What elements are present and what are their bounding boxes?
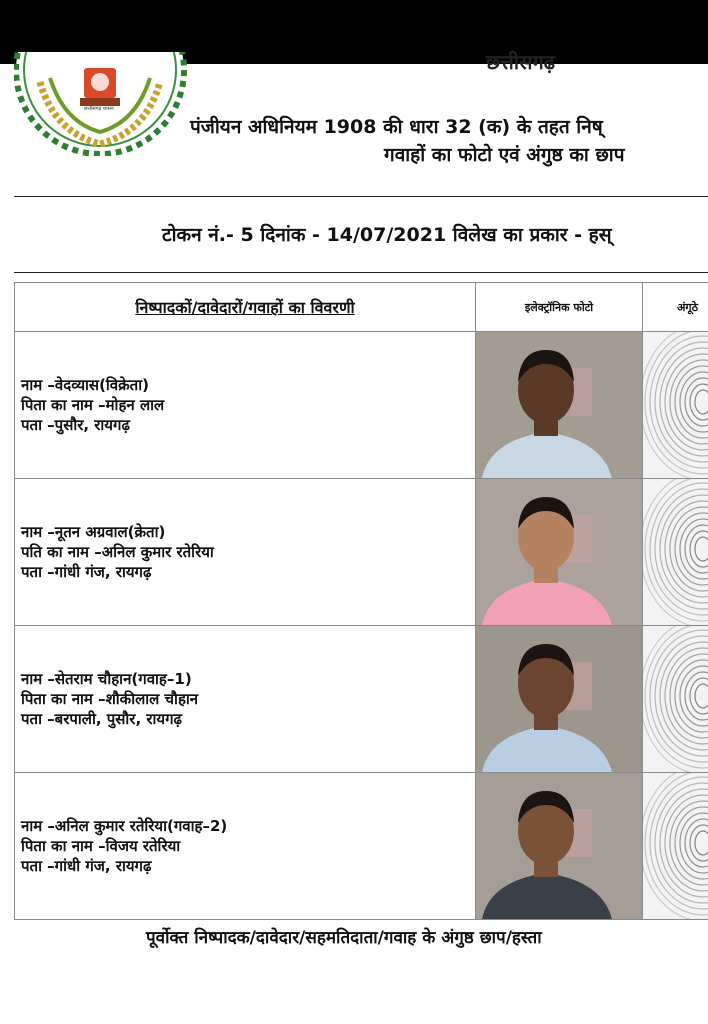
party-relation: पिता का नाम –शौकीलाल चौहान xyxy=(21,690,199,708)
table-row xyxy=(15,773,708,920)
header-photo: इलेक्ट्रॉनिक फोटो xyxy=(476,283,643,332)
party-relation: पिता का नाम –मोहन लाल xyxy=(21,396,165,414)
party-details xyxy=(15,773,476,920)
person-photo xyxy=(476,332,642,478)
chhattisgarh-emblem-logo xyxy=(14,52,190,156)
photo-cell xyxy=(476,626,643,773)
thumbprint-image xyxy=(643,479,708,625)
party-details xyxy=(15,626,476,773)
party-name: नाम –सेतराम चौहान(गवाह–1) xyxy=(21,670,192,688)
table-row xyxy=(15,332,708,479)
photo-cell xyxy=(476,479,643,626)
table-row xyxy=(15,479,708,626)
thumb-cell xyxy=(643,479,708,626)
photo-cell xyxy=(476,773,643,920)
footer-note: पूर्वोक्त निष्पादक/दावेदार/सहमतिदाता/गवाह के अंगुष्ठ छाप/हस्ता xyxy=(146,928,542,948)
thumbprint-image xyxy=(643,332,708,478)
thumb-cell xyxy=(643,773,708,920)
party-relation: पिता का नाम –विजय रतेरिया xyxy=(21,837,181,855)
party-details xyxy=(15,332,476,479)
token-line: टोकन नं.- 5 दिनांक - 14/07/2021 विलेख का प्रकार - हस् xyxy=(162,224,612,246)
page-title-fragment: छत्तीसगढ़ xyxy=(486,50,556,74)
party-address: पता –पुसौर, रायगढ़ xyxy=(21,416,130,434)
table-header-row xyxy=(15,283,708,332)
parties-table xyxy=(14,282,708,920)
party-relation: पति का नाम –अनिल कुमार रतेरिया xyxy=(21,543,214,561)
thumb-cell xyxy=(643,332,708,479)
thumb-cell xyxy=(643,626,708,773)
header-thumb: अंगूठे xyxy=(643,283,708,332)
divider-bottom xyxy=(14,272,708,273)
person-photo xyxy=(476,479,642,625)
table-row xyxy=(15,626,708,773)
header-details-label: निष्पादकों/दावेदारों/गवाहों का विवरणी xyxy=(135,298,355,317)
header-details xyxy=(15,283,476,332)
party-name: नाम –अनिल कुमार रतेरिया(गवाह–2) xyxy=(21,817,228,835)
thumbprint-image xyxy=(643,626,708,772)
party-address: पता –गांधी गंज, रायगढ़ xyxy=(21,563,152,581)
divider-top xyxy=(14,196,708,197)
subtitle-line-1: पंजीयन अधिनियम 1908 की धारा 32 (क) के तहत निष् xyxy=(190,116,603,138)
emblem-text: छत्तीसगढ़ शासन xyxy=(84,106,114,112)
party-address: पता –गांधी गंज, रायगढ़ xyxy=(21,857,152,875)
party-address: पता –बरपाली, पुसौर, रायगढ़ xyxy=(21,710,182,728)
party-details xyxy=(15,479,476,626)
person-photo xyxy=(476,773,642,919)
person-photo xyxy=(476,626,642,772)
party-name: नाम –नूतन अग्रवाल(क्रेता) xyxy=(21,523,166,541)
party-name: नाम –वेदव्यास(विक्रेता) xyxy=(21,376,149,394)
thumbprint-image xyxy=(643,773,708,919)
subtitle-line-2: गवाहों का फोटो एवं अंगुष्ठ का छाप xyxy=(384,144,625,166)
photo-cell xyxy=(476,332,643,479)
